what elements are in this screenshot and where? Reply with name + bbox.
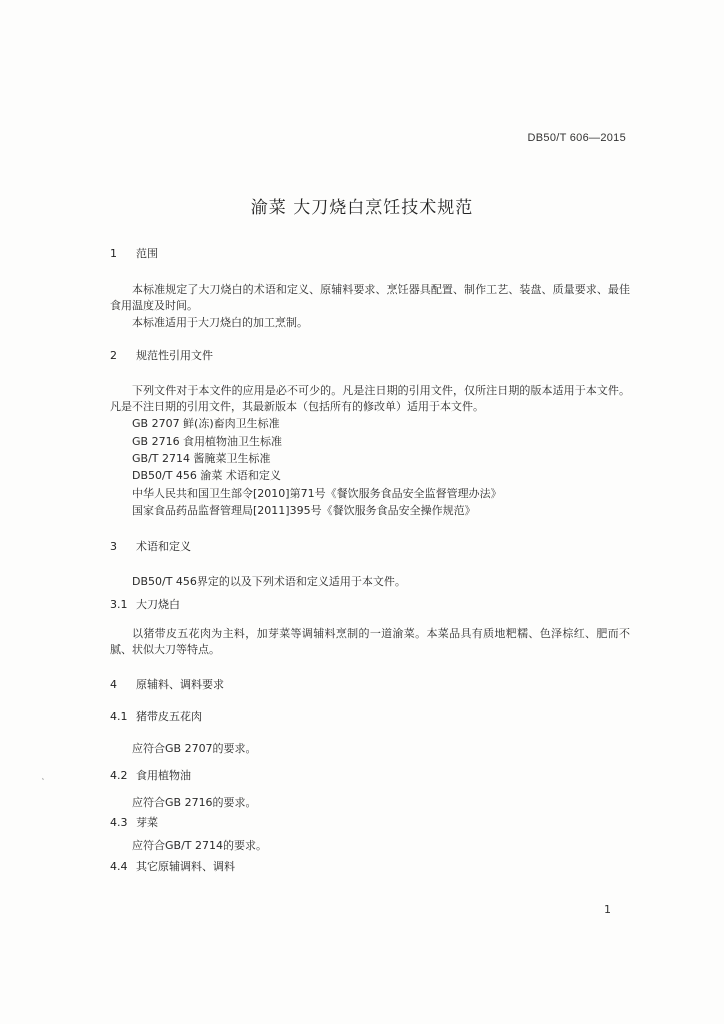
- section-4-2-paragraph: 应符合GB 2716的要求。: [132, 796, 257, 809]
- section-title: 芽菜: [136, 816, 158, 829]
- section-title: 其它原辅调料、调料: [136, 860, 235, 873]
- section-3-1-heading: [110, 597, 630, 613]
- reference-item: 中华人民共和国卫生部令[2010]第71号《餐饮服务食品安全监督管理办法》: [132, 487, 502, 500]
- section-number: 4.2: [110, 769, 128, 782]
- section-4-2-heading: [110, 768, 630, 784]
- section-4-1-paragraph: 应符合GB 2707的要求。: [132, 742, 257, 755]
- section-4-3-paragraph: 应符合GB/T 2714的要求。: [132, 839, 267, 852]
- section-1-paragraph-2: 本标准适用于大刀烧白的加工烹制。: [132, 316, 308, 329]
- reference-item: GB 2707 鲜(冻)畜肉卫生标准: [132, 417, 280, 430]
- section-2-paragraph: 下列文件对于本文件的应用是必不可少的。凡是注日期的引用文件，仅所注日期的版本适用于本文件。凡是不注日期的引用文件，其最新版本（包括所有的修改单）适用于本文件。: [110, 384, 630, 413]
- section-title: 范围: [136, 247, 158, 260]
- section-title: 术语和定义: [136, 540, 191, 553]
- section-number: 3: [110, 540, 117, 553]
- section-4-heading: [110, 677, 630, 693]
- section-number: 4: [110, 678, 117, 691]
- reference-item: GB 2716 食用植物油卫生标准: [132, 435, 283, 448]
- section-number: 4.4: [110, 860, 128, 873]
- section-number: 1: [110, 247, 117, 260]
- section-number: 2: [110, 349, 117, 362]
- section-title: 食用植物油: [136, 769, 191, 782]
- document-title: 渝菜 大刀烧白烹饪技术规范: [250, 198, 474, 218]
- section-4-4-heading: [110, 859, 630, 875]
- section-title: 规范性引用文件: [136, 349, 213, 362]
- scan-speck: ㆍ: [38, 775, 48, 786]
- reference-item: GB/T 2714 酱腌菜卫生标准: [132, 452, 271, 465]
- section-number: 4.3: [110, 816, 128, 829]
- reference-item: DB50/T 456 渝菜 术语和定义: [132, 469, 281, 482]
- section-3-1-paragraph: 以猪带皮五花肉为主料，加芽菜等调辅料烹制的一道渝菜。本菜品具有质地粑糯、色泽棕红、肥而不腻、状似大刀等特点。: [110, 627, 630, 656]
- standard-code: DB50/T 606—2015: [527, 132, 626, 144]
- section-1-heading: [110, 246, 630, 262]
- section-3-heading: [110, 539, 630, 555]
- section-number: 3.1: [110, 598, 128, 611]
- section-4-3-heading: [110, 815, 630, 831]
- section-1-paragraph-1: 本标准规定了大刀烧白的术语和定义、原辅料要求、烹饪器具配置、制作工艺、装盘、质量要求、最佳食用温度及时间。: [110, 283, 630, 312]
- section-title: 原辅料、调料要求: [136, 678, 224, 691]
- reference-item: 国家食品药品监督管理局[2011]395号《餐饮服务食品安全操作规范》: [132, 504, 476, 517]
- section-title: 猪带皮五花肉: [136, 710, 202, 723]
- section-title: 大刀烧白: [136, 598, 180, 611]
- section-number: 4.1: [110, 710, 128, 723]
- section-2-heading: [110, 348, 630, 364]
- section-3-paragraph: DB50/T 456界定的以及下列术语和定义适用于本文件。: [132, 575, 406, 588]
- page-number: 1: [604, 903, 611, 916]
- section-4-1-heading: [110, 709, 630, 725]
